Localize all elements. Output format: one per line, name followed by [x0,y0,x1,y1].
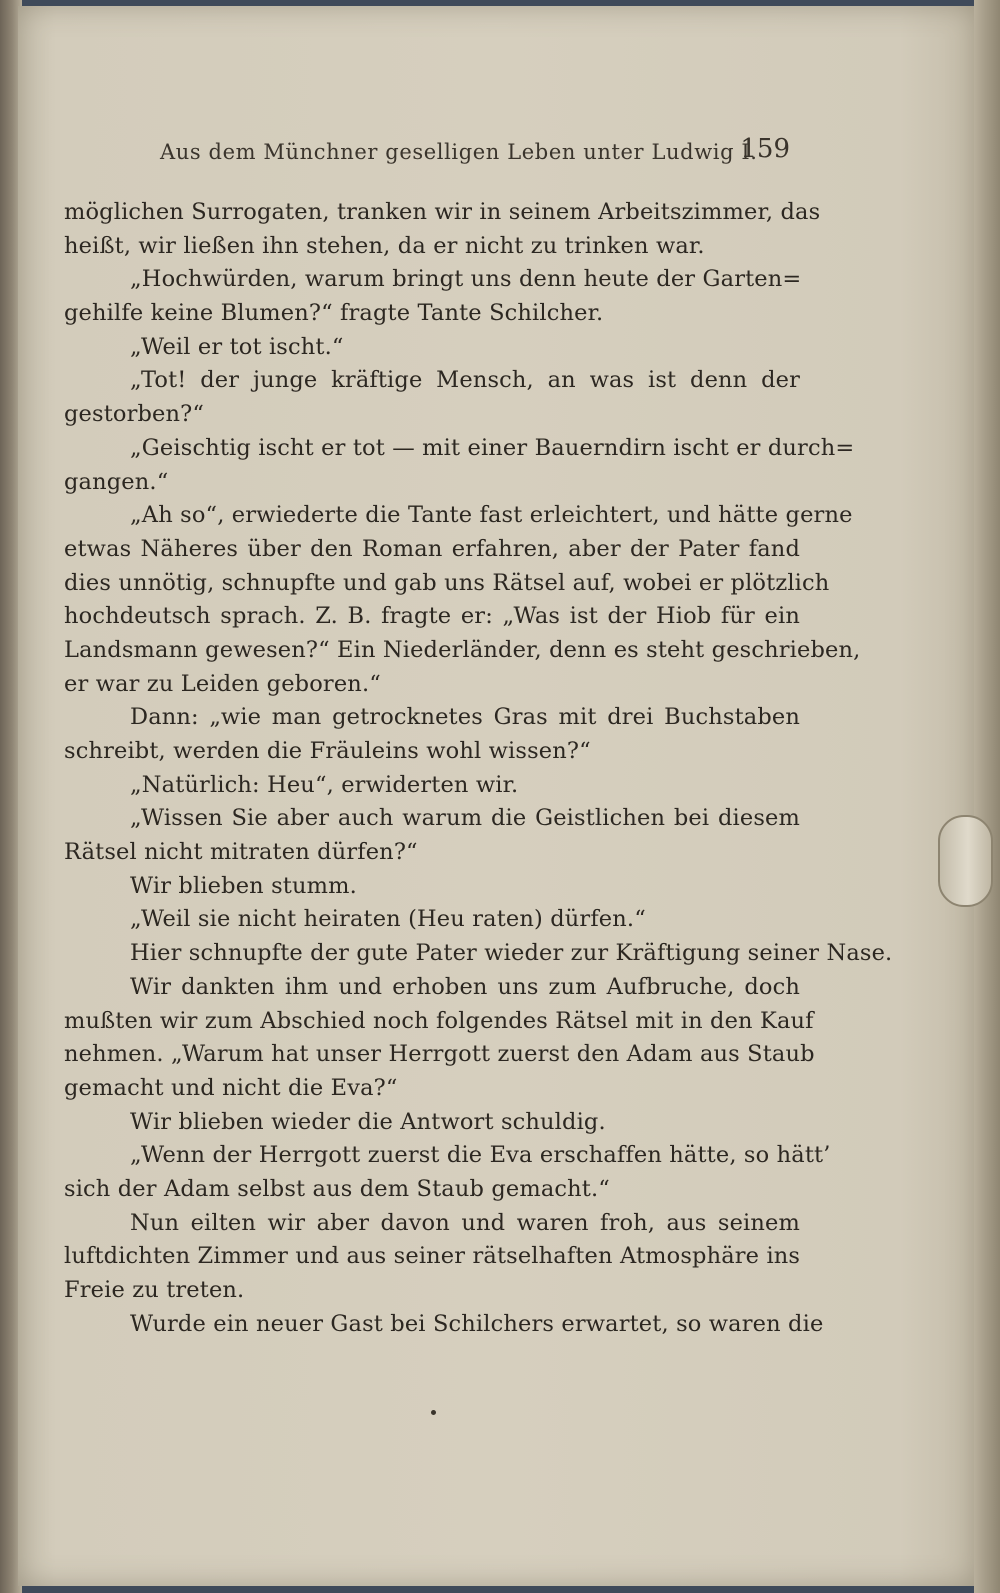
text-line: „Wenn der Herrgott zuerst die Eva erschaffen hätte, so hätt’ [130,1142,831,1169]
text-line: er war zu Leiden geboren.“ [64,670,381,697]
text-line: „Hochwürden, warum bringt uns denn heute der Garten= [130,266,802,293]
text-line: dies unnötig, schnupfte und gab uns Rätsel auf, wobei er plötzlich [64,569,830,596]
text-line: mußten wir zum Abschied noch folgendes Rätsel mit in den Kauf [64,1007,814,1034]
text-line: Wurde ein neuer Gast bei Schilchers erwartet, so waren die [130,1310,824,1337]
text-line: gemacht und nicht die Eva?“ [64,1074,398,1101]
text-line: gestorben?“ [64,401,205,428]
text-line: Wir blieben stumm. [130,872,357,899]
body-text [64,196,893,1341]
text-line: Dann: „wie man getrocknetes Gras mit drei Buchstaben [130,704,800,731]
running-title: Aus dem Münchner geselligen Leben unter Ludwig I. [160,140,758,164]
text-line: gehilfe keine Blumen?“ fragte Tante Schilcher. [64,300,604,327]
running-header [160,134,800,170]
text-line: Wir dankten ihm und erhoben uns zum Aufbruche, doch [130,973,800,1000]
text-line: nehmen. „Warum hat unser Herrgott zuerst den Adam aus Staub [64,1041,815,1068]
text-line: „Ah so“, erwiederte die Tante fast erleichtert, und hätte gerne [130,502,853,529]
text-line: „Wissen Sie aber auch warum die Geistlichen bei diesem [130,805,800,832]
text-line: Nun eilten wir aber davon und waren froh, aus seinem [130,1209,800,1236]
text-line: hochdeutsch sprach. Z. B. fragte er: „Was ist der Hiob für ein [64,603,800,630]
text-line: Wir blieben wieder die Antwort schuldig. [130,1108,606,1135]
text-line: Freie zu treten. [64,1277,245,1303]
text-line: „Weil er tot ischt.“ [130,333,344,360]
text-line: Landsmann gewesen?“ Ein Niederländer, denn es steht geschrieben, [64,636,861,663]
thumb-index-tab [938,815,993,907]
text-line: „Tot! der junge kräftige Mensch, an was ist denn der [130,367,800,394]
text-line: „Geischtig ischt er tot — mit einer Bauerndirn ischt er durch= [130,434,855,461]
text-line: Rätsel nicht mitraten dürfen?“ [64,839,418,866]
text-line: sich der Adam selbst aus dem Staub gemacht.“ [64,1175,610,1202]
ink-speck [431,1410,436,1415]
text-line: Hier schnupfte der gute Pater wieder zur Kräftigung seiner Nase. [130,940,893,967]
text-line: luftdichten Zimmer und aus seiner rätselhaften Atmosphäre ins [64,1243,801,1270]
text-line: etwas Näheres über den Roman erfahren, aber der Pater fand [64,535,800,562]
text-line: möglichen Surrogaten, tranken wir in seinem Arbeitszimmer, das [64,199,821,225]
text-line: schreibt, werden die Fräuleins wohl wissen?“ [64,738,591,764]
page-stack-edge [974,0,1000,1593]
text-line: gangen.“ [64,468,169,495]
text-line: „Natürlich: Heu“, erwiderten wir. [130,771,519,798]
page-number: 159 [740,134,790,164]
text-line: heißt, wir ließen ihn stehen, da er nicht zu trinken war. [64,232,705,259]
text-line: „Weil sie nicht heiraten (Heu raten) dürfen.“ [130,906,646,933]
